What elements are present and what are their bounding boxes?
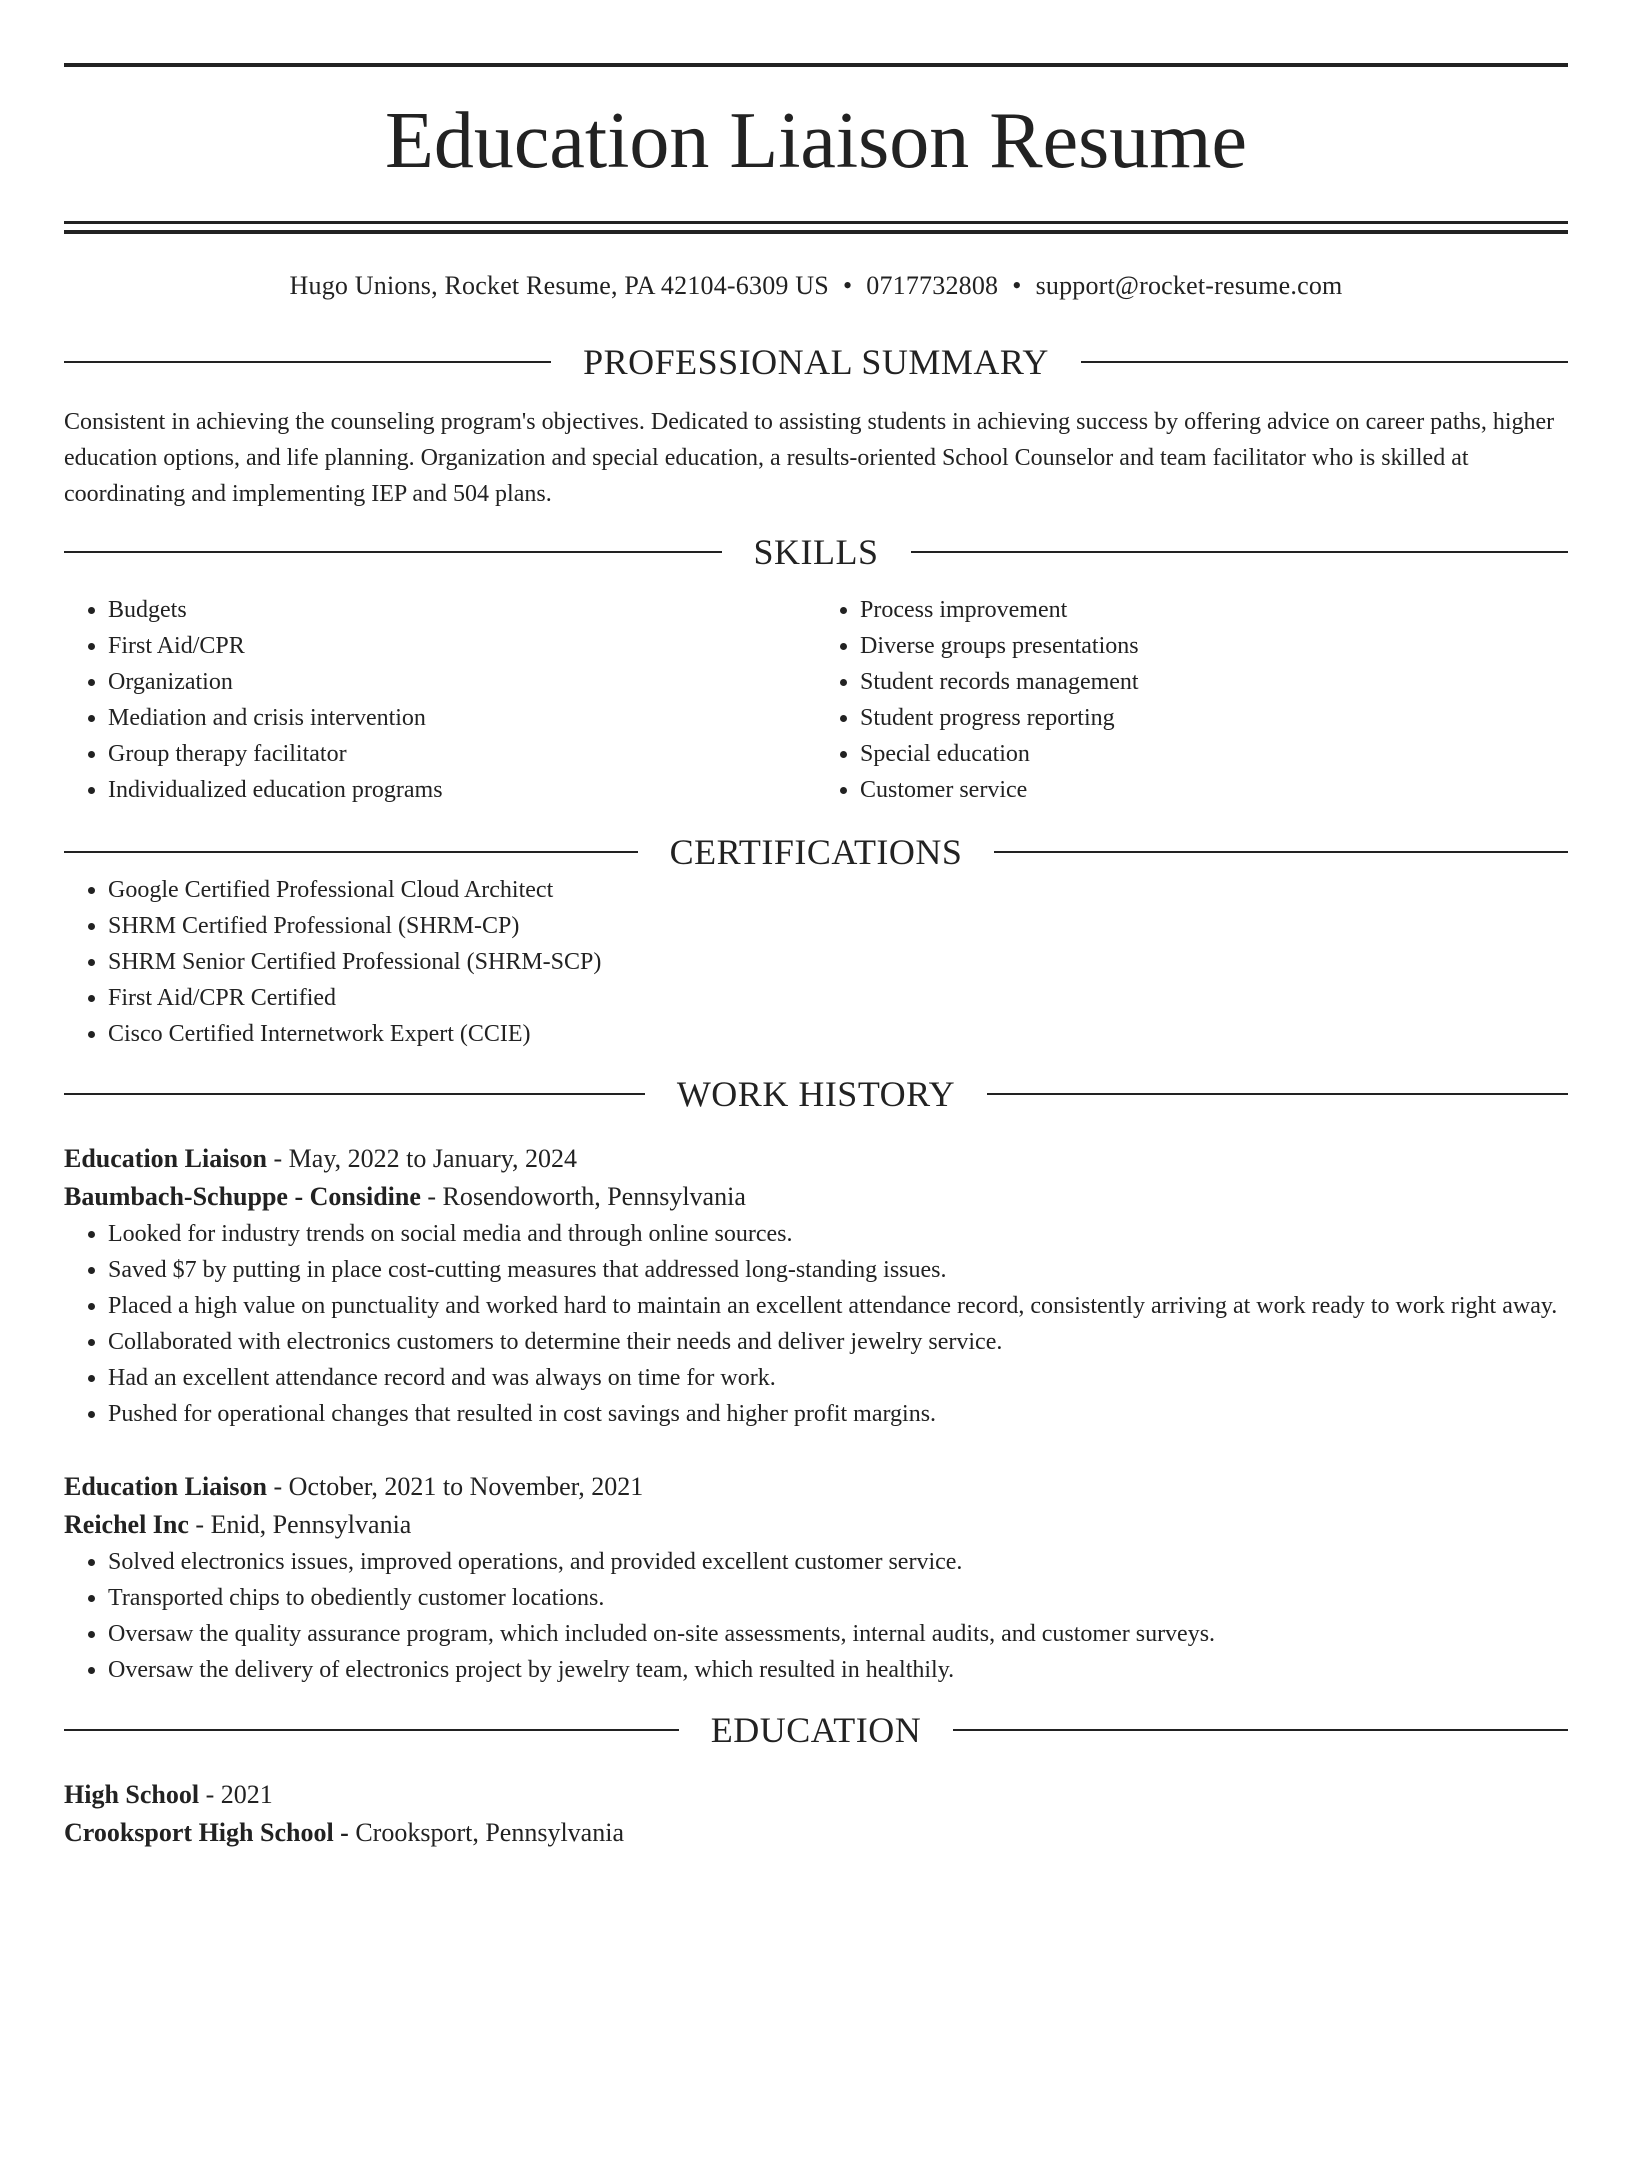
resume-title: Education Liaison Resume (384, 97, 1248, 185)
summary-section-header (64, 342, 1568, 382)
job-bullet: • Oversaw the quality assurance program, which included on-site assessments, internal audits, and customer surveys. (108, 1616, 1568, 1652)
job-title: Education Liaison (64, 1144, 268, 1173)
skill-item: • Student records management (860, 664, 1568, 700)
section-rule-right (953, 1729, 1568, 1731)
job-location: - Enid, Pennsylvania (188, 1510, 412, 1539)
section-rule-left (64, 1093, 645, 1095)
job-bullet: • Placed a high value on punctuality and worked hard to maintain an excellent attendance record, consistently arriving at work ready to work right away. (108, 1288, 1568, 1324)
skill-item: • Budgets (108, 592, 816, 628)
skill-item: • Individualized education programs (108, 772, 816, 808)
certification-item: • First Aid/CPR Certified (108, 980, 1568, 1016)
skill-item: • Special education (860, 736, 1568, 772)
education-year: - 2021 (199, 1780, 273, 1809)
section-rule-right (994, 851, 1568, 853)
skill-item: • Group therapy facilitator (108, 736, 816, 772)
certifications-section-header (64, 832, 1568, 872)
certification-item: • SHRM Certified Professional (SHRM-CP) (108, 908, 1568, 944)
skill-item: • Mediation and crisis intervention (108, 700, 816, 736)
contact-address: Hugo Unions, Rocket Resume, PA 42104-6309 US (289, 271, 829, 300)
certifications-list (64, 872, 1568, 1052)
job-bullet: • Had an excellent attendance record and was always on time for work. (108, 1360, 1568, 1396)
job-dates: - October, 2021 to November, 2021 (267, 1472, 644, 1501)
certification-item: • SHRM Senior Certified Professional (SHRM-SCP) (108, 944, 1568, 980)
job-bullet: • Collaborated with electronics customers to determine their needs and deliver jewelry service. (108, 1324, 1568, 1360)
education-location: Crooksport, Pennsylvania (348, 1818, 624, 1847)
skill-item: • First Aid/CPR (108, 628, 816, 664)
job-company: Baumbach-Schuppe - Considine (64, 1182, 421, 1211)
skills-section-header (64, 532, 1568, 572)
education-entry (64, 1776, 1568, 1852)
contact-phone: 0717732808 (866, 271, 999, 300)
skill-item: • Customer service (860, 772, 1568, 808)
job-bullets (64, 1544, 1568, 1688)
job-bullet: • Pushed for operational changes that resulted in cost savings and higher profit margins. (108, 1396, 1568, 1432)
job-dates: - May, 2022 to January, 2024 (267, 1144, 578, 1173)
top-rule (64, 63, 1568, 67)
skill-item: • Process improvement (860, 592, 1568, 628)
title-double-rule (64, 221, 1568, 234)
job-location: - Rosendoworth, Pennsylvania (420, 1182, 746, 1211)
education-degree: High School (64, 1780, 200, 1809)
section-rule-left (64, 361, 551, 363)
job-company-line (64, 1178, 1568, 1216)
job-bullet: • Looked for industry trends on social media and through online sources. (108, 1216, 1568, 1252)
skills-grid (64, 592, 1568, 808)
job-entry (64, 1140, 1568, 1432)
certification-item: • Cisco Certified Internetwork Expert (CCIE) (108, 1016, 1568, 1052)
education-section-header (64, 1710, 1568, 1750)
resume-page (0, 63, 1632, 2175)
job-title: Education Liaison (64, 1472, 268, 1501)
job-bullet: • Saved $7 by putting in place cost-cutting measures that addressed long-standing issues. (108, 1252, 1568, 1288)
section-rule-left (64, 1729, 679, 1731)
contact-separator: • (1012, 271, 1022, 300)
job-bullet: • Oversaw the delivery of electronics project by jewelry team, which resulted in healthily. (108, 1652, 1568, 1688)
job-bullet: • Solved electronics issues, improved operations, and provided excellent customer service. (108, 1544, 1568, 1580)
contact-line (64, 270, 1568, 302)
skill-item: • Student progress reporting (860, 700, 1568, 736)
summary-text: Consistent in achieving the counseling program's objectives. Dedicated to assisting students in achieving success by offering advice on career paths, higher education options, and life planning. Organization and special education, a results-oriented School Counselor and team facilitator who is skilled at coordinating and implementing IEP and 504 plans. (64, 409, 1555, 507)
job-entry (64, 1468, 1568, 1688)
job-bullet: • Transported chips to obediently customer locations. (108, 1580, 1568, 1616)
skill-item: • Diverse groups presentations (860, 628, 1568, 664)
education-school-line (64, 1814, 1568, 1852)
skills-list-right (816, 592, 1568, 808)
skills-heading: SKILLS (753, 532, 879, 572)
job-company: Reichel Inc (64, 1510, 189, 1539)
summary-heading: PROFESSIONAL SUMMARY (583, 342, 1049, 382)
job-company-line (64, 1506, 1568, 1544)
contact-separator: • (842, 271, 853, 300)
section-rule-right (911, 551, 1569, 553)
education-school: Crooksport High School - (64, 1818, 349, 1847)
certifications-heading: CERTIFICATIONS (669, 832, 963, 872)
skill-item: • Organization (108, 664, 816, 700)
job-title-line (64, 1468, 1568, 1506)
contact-email: support@rocket-resume.com (1035, 271, 1343, 300)
education-heading: EDUCATION (710, 1710, 922, 1750)
work-history-section-header (64, 1074, 1568, 1114)
work-history-heading: WORK HISTORY (676, 1074, 956, 1114)
section-rule-left (64, 851, 638, 853)
section-rule-right (987, 1093, 1568, 1095)
job-title-line (64, 1140, 1568, 1178)
certification-item: • Google Certified Professional Cloud Architect (108, 872, 1568, 908)
section-rule-left (64, 551, 722, 553)
education-degree-line (64, 1776, 1568, 1814)
job-bullets (64, 1216, 1568, 1432)
section-rule-right (1081, 361, 1568, 363)
skills-list-left (64, 592, 816, 808)
